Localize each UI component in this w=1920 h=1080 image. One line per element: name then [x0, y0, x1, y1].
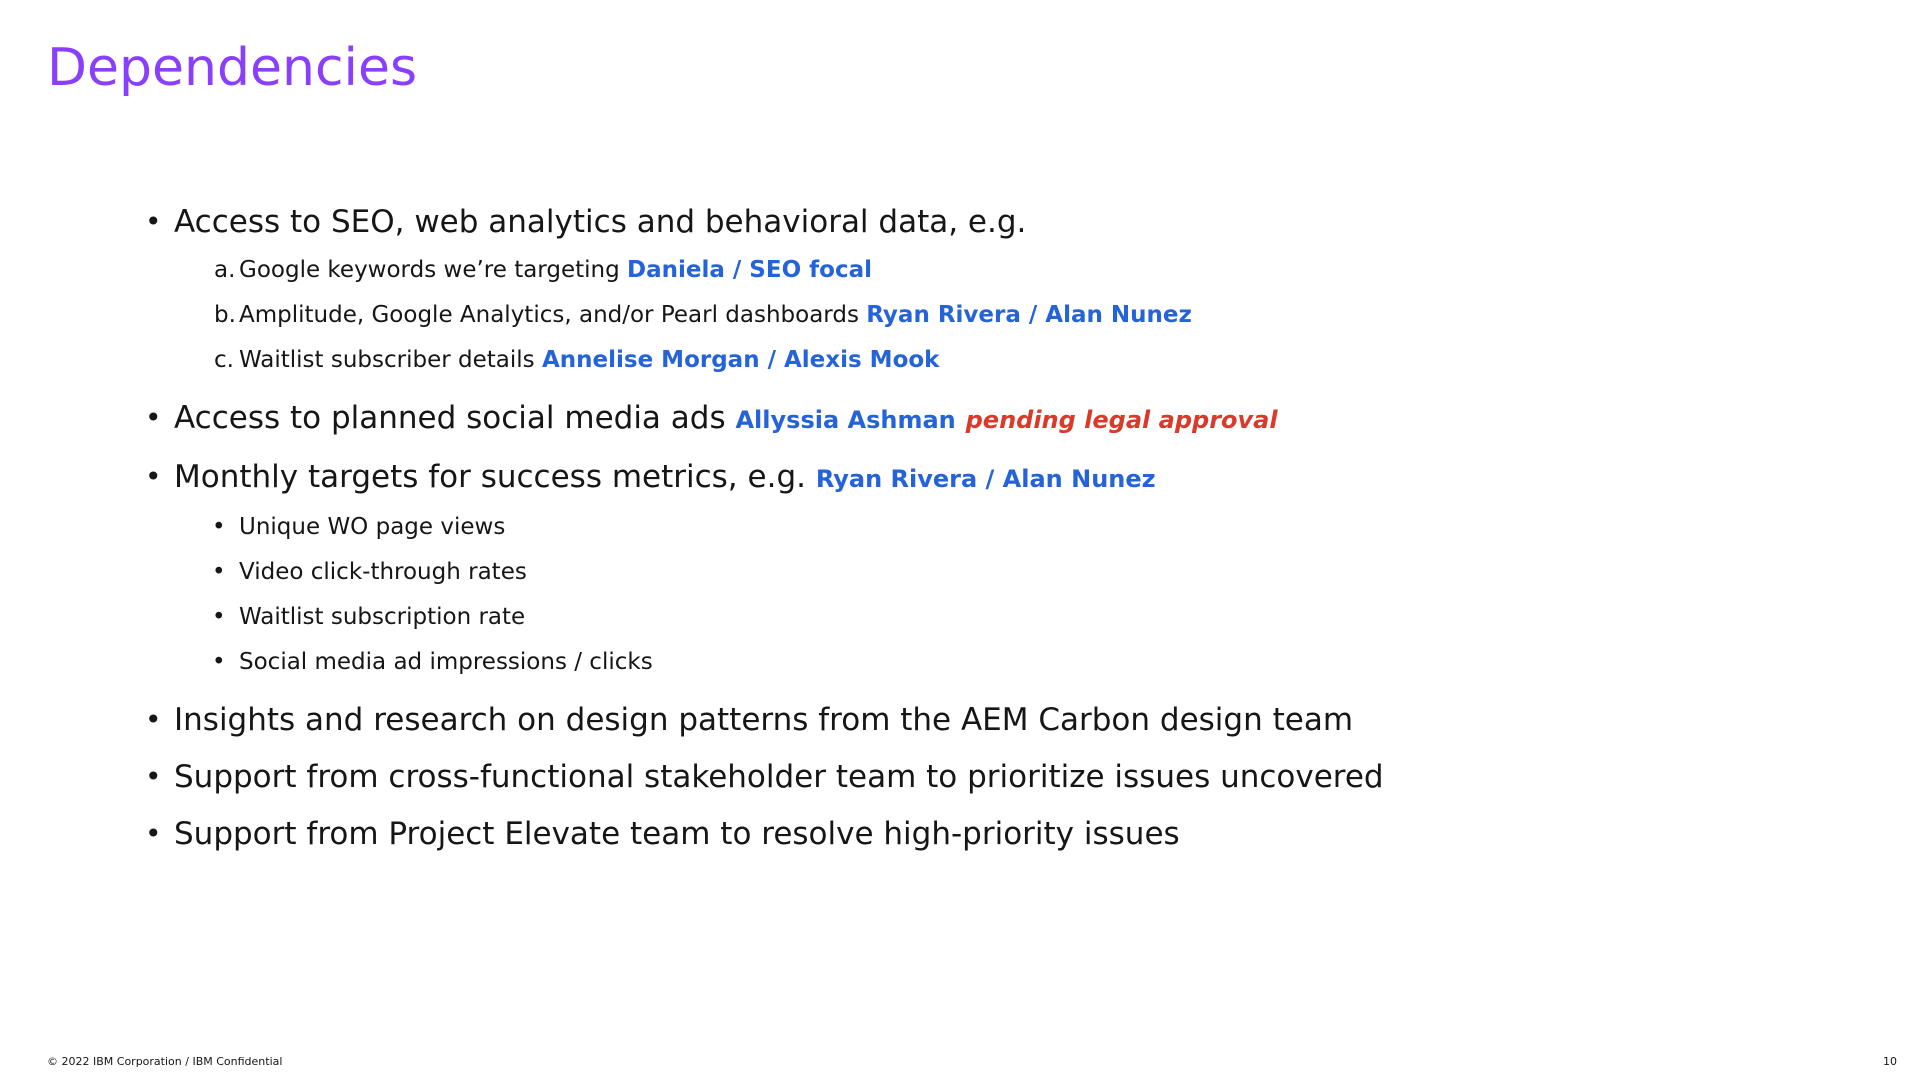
sub-list	[174, 248, 1745, 383]
bullet-marker: •	[145, 401, 162, 434]
sub-text: Waitlist subscriber details	[239, 347, 535, 373]
sub-item	[174, 505, 1745, 550]
sub-text: Video click-through rates	[239, 559, 527, 585]
sub-text: Google keywords we’re targeting	[239, 257, 620, 283]
bullet-text: Support from Project Elevate team to resolve high-priority issues	[174, 816, 1180, 852]
sub-item	[174, 248, 1745, 293]
sub-marker: b.	[214, 302, 236, 328]
sub-text: Social media ad impressions / clicks	[239, 649, 653, 675]
bullet-item	[145, 812, 1745, 856]
bullet-marker: •	[145, 703, 162, 736]
sub-item	[174, 550, 1745, 595]
owner-label: Ryan Rivera / Alan Nunez	[815, 465, 1156, 493]
pending-note: pending legal approval	[965, 406, 1278, 434]
bullet-item	[145, 200, 1745, 383]
slide-title: Dependencies	[47, 38, 418, 98]
footer-copyright: © 2022 IBM Corporation / IBM Confidential	[47, 1055, 283, 1068]
bullet-marker: •	[145, 760, 162, 793]
owner-label: Allyssia Ashman	[735, 406, 956, 434]
sub-marker: •	[212, 559, 226, 585]
sub-marker: •	[212, 649, 226, 675]
bullet-item	[145, 698, 1745, 742]
sub-item	[174, 293, 1745, 338]
sub-text: Unique WO page views	[239, 514, 506, 540]
owner-label: Ryan Rivera / Alan Nunez	[866, 302, 1192, 328]
sub-list	[174, 505, 1745, 685]
sub-text: Amplitude, Google Analytics, and/or Pearl dashboards	[239, 302, 859, 328]
bullet-list	[145, 200, 1745, 869]
page-number: 10	[1883, 1055, 1897, 1068]
owner-label: Daniela / SEO focal	[627, 257, 872, 283]
sub-marker: c.	[214, 347, 234, 373]
bullet-marker: •	[145, 817, 162, 850]
bullet-marker: •	[145, 205, 162, 238]
bullet-item	[145, 755, 1745, 799]
sub-marker: •	[212, 604, 226, 630]
sub-text: Waitlist subscription rate	[239, 604, 526, 630]
owner-label: Annelise Morgan / Alexis Mook	[541, 347, 940, 373]
sub-marker: •	[212, 514, 226, 540]
sub-marker: a.	[214, 257, 236, 283]
sub-item	[174, 338, 1745, 383]
sub-item	[174, 640, 1745, 685]
sub-item	[174, 595, 1745, 640]
bullet-text: Insights and research on design patterns from the AEM Carbon design team	[174, 702, 1354, 738]
bullet-text: Support from cross-functional stakeholder team to prioritize issues uncovered	[174, 759, 1384, 795]
bullet-item	[145, 455, 1745, 685]
bullet-marker: •	[145, 460, 162, 493]
bullet-item	[145, 396, 1745, 442]
bullet-text: Access to SEO, web analytics and behavioral data, e.g.	[174, 204, 1027, 240]
bullet-text: Access to planned social media ads	[174, 400, 726, 436]
bullet-text: Monthly targets for success metrics, e.g.	[174, 459, 806, 495]
